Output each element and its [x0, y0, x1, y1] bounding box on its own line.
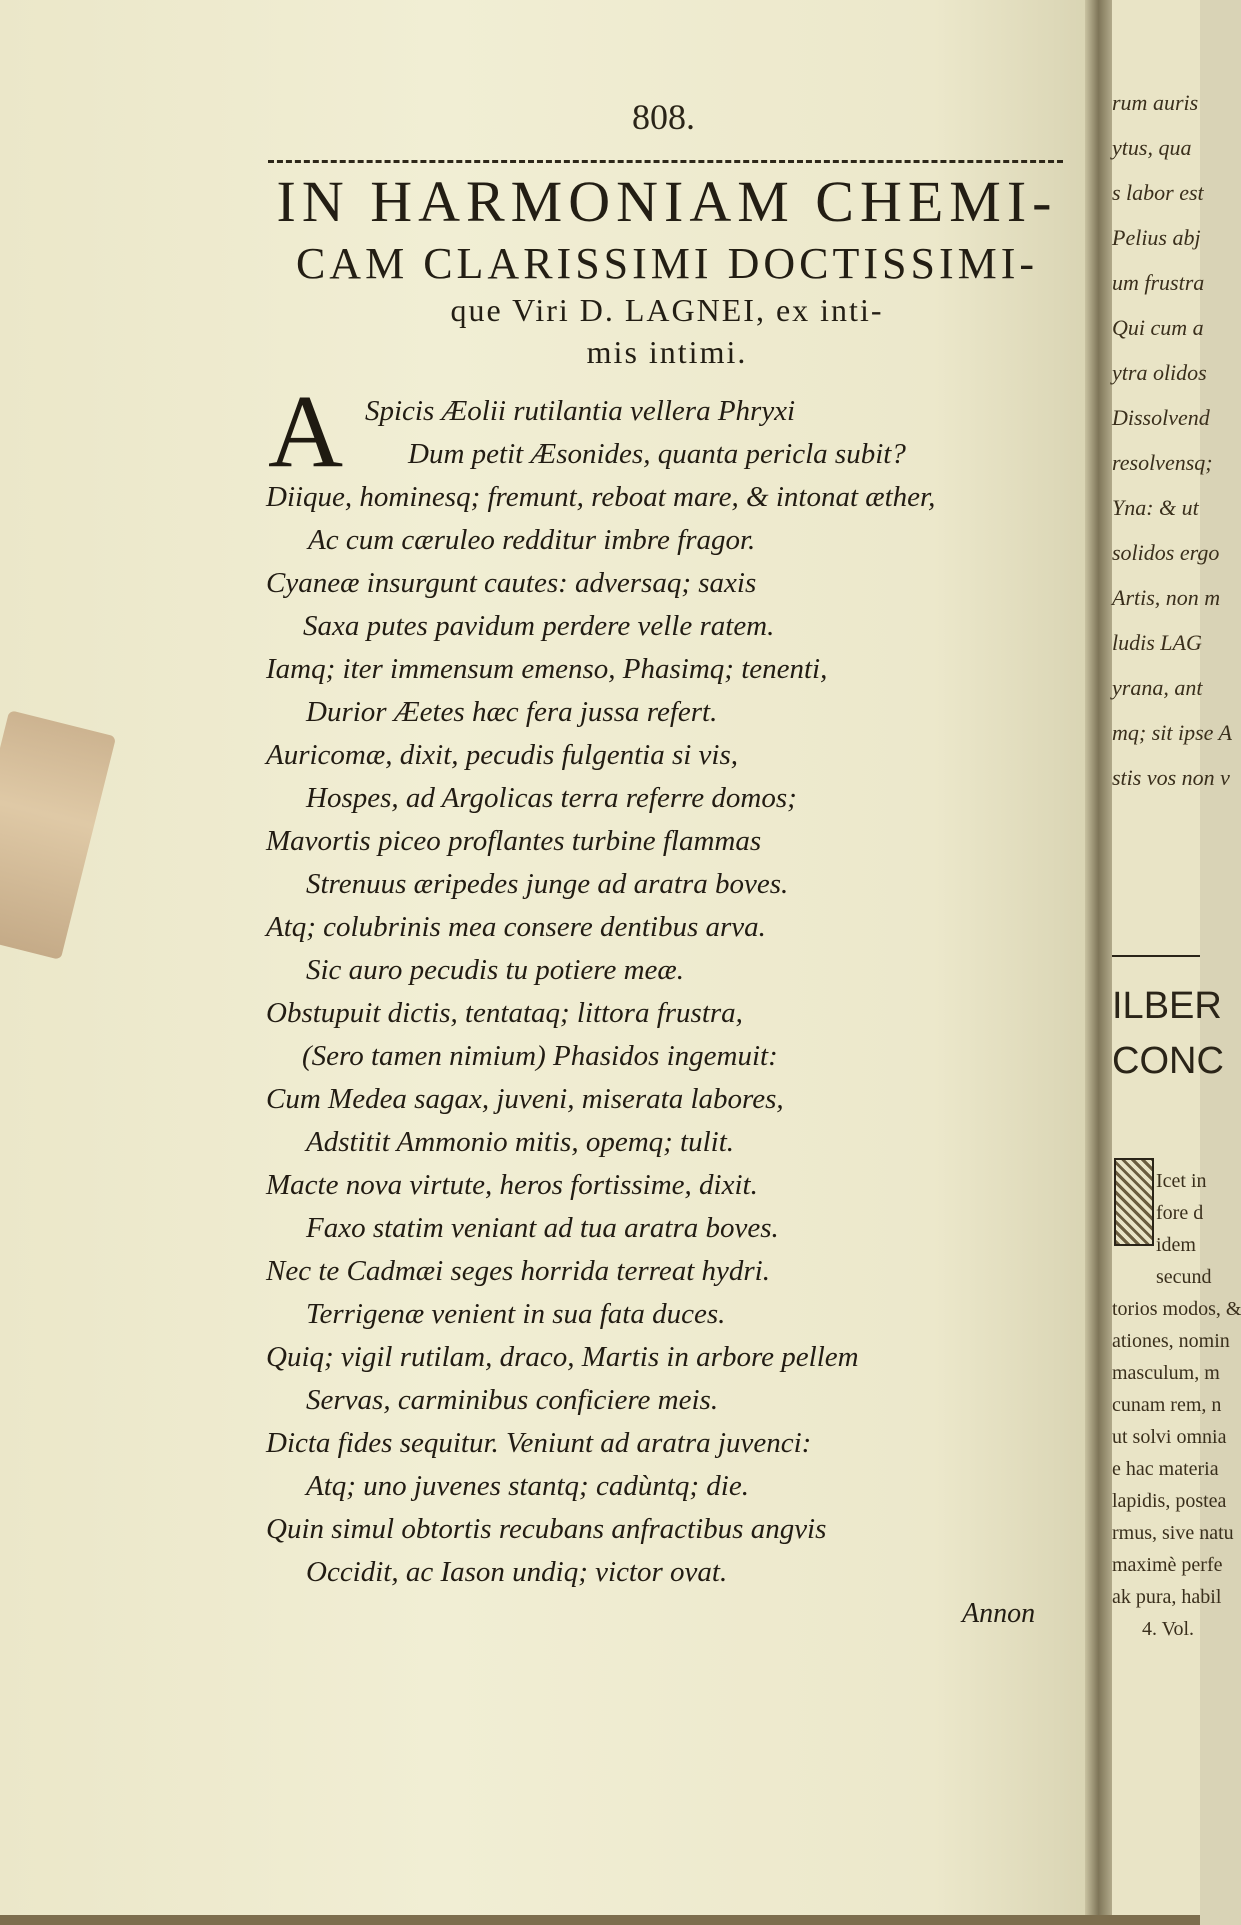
facing-line: Qui cum a: [1112, 315, 1204, 340]
facing-body-line: ationes, nomin: [1112, 1330, 1230, 1352]
facing-top-text: [1112, 90, 1232, 810]
facing-body-line: torios modos, &: [1112, 1298, 1241, 1320]
verse-line: Mavortis piceo proflantes turbine flammas: [266, 825, 762, 857]
verse-line: Obstupuit dictis, tentataq; littora frustra,: [266, 997, 743, 1029]
page-number: 808.: [632, 97, 695, 137]
verse-line: Macte nova virtute, heros fortissime, dixit.: [266, 1169, 758, 1201]
facing-page: [1112, 0, 1241, 1925]
facing-heading-line-1: ILBER: [1112, 985, 1222, 1027]
catchword: Annon: [962, 1598, 1036, 1629]
verse-line: Nec te Cadmæi seges horrida terreat hydri.: [266, 1255, 770, 1287]
verse-line: Dum petit Æsonides, quanta pericla subit?: [408, 438, 906, 470]
verse-line: Cum Medea sagax, juveni, miserata labores,: [266, 1083, 784, 1115]
facing-body-line: rmus, sive natu: [1112, 1522, 1234, 1544]
title-line-3: que Viri D. LAGNEI, ex inti-: [450, 292, 884, 328]
facing-line: ludis LAG: [1112, 630, 1202, 655]
verse-line: Faxo statim veniant ad tua aratra boves.: [306, 1212, 779, 1244]
facing-body-line: e hac materia: [1112, 1458, 1219, 1480]
verse-line: Diique, hominesq; fremunt, reboat mare, & intonat æther,: [266, 481, 936, 513]
verse-line: Occidit, ac Iason undiq; victor ovat.: [306, 1556, 728, 1588]
verse-line: Ac cum cæruleo redditur imbre fragor.: [308, 524, 756, 556]
verse-line: Quiq; vigil rutilam, draco, Martis in arbore pellem: [266, 1341, 859, 1373]
verse-line: Hospes, ad Argolicas terra referre domos;: [306, 782, 797, 814]
verse-line: Spicis Æolii rutilantia vellera Phryxi: [365, 395, 796, 427]
facing-line: stis vos non v: [1112, 765, 1230, 790]
title-line-4: mis intimi.: [586, 334, 748, 370]
verse-line: Dicta fides sequitur. Veniunt ad aratra juvenci:: [266, 1427, 812, 1459]
facing-line: yrana, ant: [1112, 675, 1203, 700]
facing-line: mq; sit ipse A: [1112, 720, 1232, 745]
facing-line: solidos ergo: [1112, 540, 1220, 565]
facing-line: Pelius abj: [1112, 225, 1201, 250]
verse-line: Auricomæ, dixit, pecudis fulgentia si vis,: [266, 739, 739, 771]
facing-line: ytus, qua: [1112, 135, 1192, 160]
verse-line: Saxa putes pavidum perdere velle ratem.: [303, 610, 775, 642]
verse-line: Terrigenæ venient in sua fata duces.: [306, 1298, 726, 1330]
facing-line: resolvensq;: [1112, 450, 1213, 475]
facing-body-line: ak pura, habil: [1112, 1586, 1222, 1608]
facing-rule: [1112, 955, 1200, 957]
page-bottom-edge: [0, 1915, 1200, 1925]
facing-line: Dissolvend: [1112, 405, 1210, 430]
facing-body-line: Icet in: [1156, 1170, 1207, 1192]
facing-body-line: secund: [1156, 1266, 1212, 1288]
verse-line: Quin simul obtortis recubans anfractibus angvis: [266, 1513, 827, 1545]
verse-line: Servas, carminibus conficiere meis.: [306, 1384, 719, 1416]
facing-heading-line-2: CONC: [1112, 1040, 1224, 1082]
verse-line: Atq; colubrinis mea consere dentibus arva.: [266, 911, 766, 943]
facing-body-line: idem: [1156, 1234, 1196, 1256]
facing-body-line: ut solvi omnia: [1112, 1426, 1227, 1448]
verse-line: (Sero tamen nimium) Phasidos ingemuit:: [302, 1040, 778, 1072]
facing-body-line: masculum, m: [1112, 1362, 1220, 1384]
book-gutter: [1085, 0, 1115, 1925]
facing-line: rum auris: [1112, 90, 1199, 115]
verse-line: Iamq; iter immensum emenso, Phasimq; tenenti,: [266, 653, 828, 685]
verse-line: Atq; uno juvenes stantq; cadùntq; die.: [306, 1470, 749, 1502]
facing-body-line: maximè perfe: [1112, 1554, 1223, 1576]
verse-line: Durior Æetes hæc fera jussa refert.: [306, 696, 718, 728]
facing-line: Yna: & ut: [1112, 495, 1199, 520]
title-line-1: IN HARMONIAM CHEMI-: [276, 169, 1058, 234]
verse-line: Cyaneæ insurgunt cautes: adversaq; saxis: [266, 567, 757, 599]
drop-cap: A: [268, 374, 344, 489]
facing-body-line: fore d: [1156, 1202, 1204, 1224]
header-rule: [268, 160, 1063, 163]
verse-line: Adstitit Ammonio mitis, opemq; tulit.: [306, 1126, 735, 1158]
title-line-2: CAM CLARISSIMI DOCTISSIMI-: [295, 239, 1039, 288]
verse-line: Strenuus æripedes junge ad aratra boves.: [306, 868, 789, 900]
facing-line: ytra olidos: [1112, 360, 1207, 385]
facing-line: s labor est: [1112, 180, 1204, 205]
facing-body-line: lapidis, postea: [1112, 1490, 1227, 1512]
facing-line: Artis, non m: [1112, 585, 1221, 610]
facing-body-line: cunam rem, n: [1112, 1394, 1222, 1416]
facing-body-line: 4. Vol.: [1142, 1618, 1195, 1640]
facing-body-text: [1112, 1170, 1241, 1650]
verse-line: Sic auro pecudis tu potiere meæ.: [306, 954, 685, 986]
facing-line: um frustra: [1112, 270, 1205, 295]
tape-fragment: [0, 710, 116, 960]
